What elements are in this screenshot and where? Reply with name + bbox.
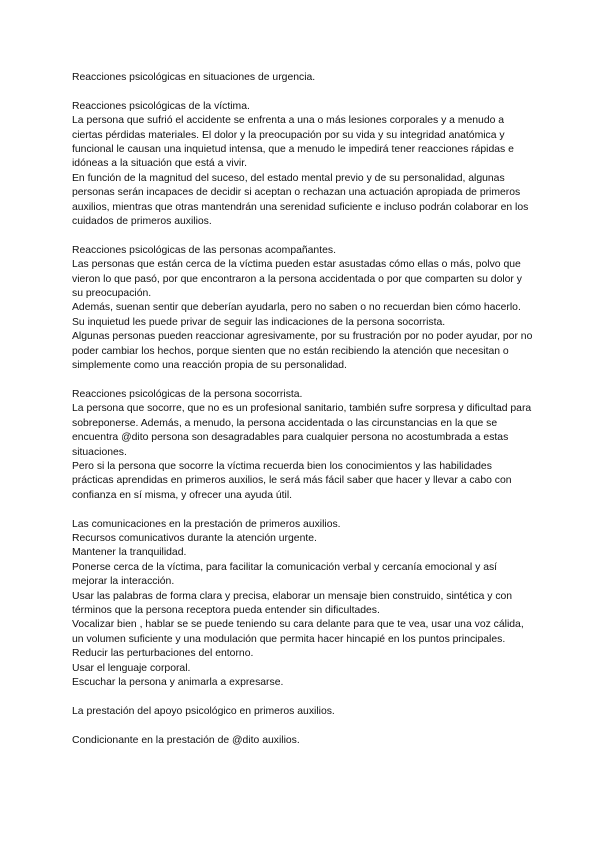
- section-heading-psych-support: La prestación del apoyo psicológico en primeros auxilios.: [72, 705, 335, 717]
- list-line: Vocalizar bien , hablar se se puede teniendo su cara delante para que te vea, usar una voz cálida, un volumen suficiente y una modulación que permita hacer hincapié en los puntos principales.: [72, 619, 524, 645]
- list-line: Ponerse cerca de la víctima, para facilitar la comunicación verbal y cercanía emocional y así mejorar la interacción.: [72, 561, 498, 588]
- list-line: Escuchar la persona y animarla a expresarse.: [72, 677, 284, 688]
- paragraph-gap: [72, 85, 534, 99]
- list-line: Reducir las perturbaciones del entorno.: [72, 648, 254, 660]
- document-title: Reacciones psicológicas en situaciones de urgencia.: [72, 72, 316, 83]
- paragraph: La persona que sufrió el accidente se enfrenta a una o más lesiones corporales y a menudo a ciertas pérdidas materiales. El dolor y la preocupación por su vida y su integridad anatómica y funcional le causan una inquietud intensa, que a menudo le impedirá tener reacciones rápidas e idóneas a la situación que está a vivir.: [72, 115, 514, 170]
- paragraph-gap: [72, 229, 534, 243]
- list-line: Recursos comunicativos durante la atención urgente.: [72, 532, 317, 544]
- paragraph-gap: [72, 690, 534, 704]
- document-body: [72, 71, 534, 748]
- paragraph: La persona que socorre, que no es un profesional sanitario, también sufre sorpresa y dificultad para sobreponerse. Además, a menudo, la persona accidentada o las circunstancias en la que se encuentra @dito persona son desagradables para cualquier persona no acostumbrada a estas situaciones.: [72, 403, 532, 458]
- paragraph: En función de la magnitud del suceso, del estado mental previo y de su personalidad, algunas personas serán incapaces de decidir si aceptan o rechazan una actuación apropiada de primeros auxilios, mientras que otras mantendrán una serenidad suficiente e incluso podrán colaborar en los cuidados de primeros auxilios.: [72, 172, 529, 228]
- paragraph-gap: [72, 503, 534, 517]
- section-heading-rescuer: Reacciones psicológicas de la persona socorrista.: [72, 388, 303, 400]
- section-heading-victim: Reacciones psicológicas de la víctima.: [72, 100, 250, 112]
- paragraph-gap: [72, 374, 534, 388]
- paragraph: Pero si la persona que socorre la víctima recuerda bien los conocimientos y las habilidades prácticas aprendidas en primeros auxilios, le será más fácil saber que hacer y llevar a cabo con confianza en sí misma, y ofrecer una ayuda útil.: [72, 460, 512, 501]
- list-line: Usar las palabras de forma clara y precisa, elaborar un mensaje bien construido, sintética y con términos que la persona receptora pueda entender sin dificultades.: [72, 590, 513, 616]
- section-heading-communications: Las comunicaciones en la prestación de primeros auxilios.: [72, 518, 341, 530]
- section-heading-companions: Reacciones psicológicas de las personas acompañantes.: [72, 244, 336, 256]
- paragraph-gap: [72, 719, 534, 733]
- section-heading-conditioning: Condicionante en la prestación de @dito auxilios.: [72, 734, 300, 746]
- paragraph: Algunas personas pueden reaccionar agresivamente, por su frustración por no poder ayudar, por no poder cambiar los hechos, porque sienten que no están recibiendo la atención que necesitan o simplemente como una reacción propia de su personalidad.: [72, 331, 533, 372]
- list-line: Usar el lenguaje corporal.: [72, 662, 191, 674]
- paragraph: Además, suenan sentir que deberían ayudarla, pero no saben o no recuerdan bien cómo hacerlo. Su inquietud les puede privar de seguir las indicaciones de la persona socorrista.: [72, 302, 521, 328]
- list-line: Mantener la tranquilidad.: [72, 547, 187, 559]
- paragraph: Las personas que están cerca de la víctima pueden estar asustadas cómo ellas o más, polvo que vieron lo que pasó, por que encontraron a la persona accidentada o por que comparten su dolor y su preocupación.: [72, 259, 522, 300]
